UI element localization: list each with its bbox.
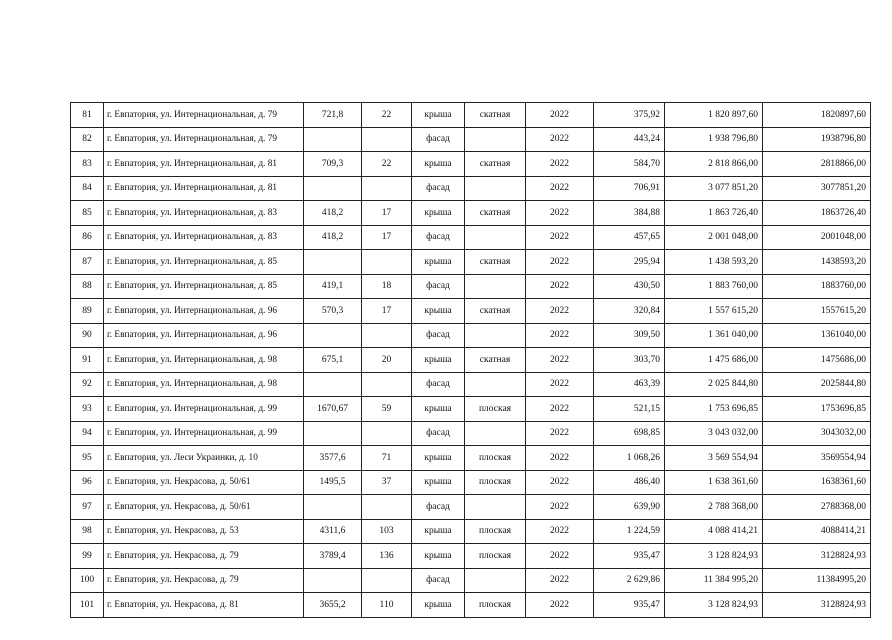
year-cell: 2022 bbox=[526, 176, 594, 201]
table-row bbox=[71, 127, 871, 152]
roof-type-cell: плоская bbox=[465, 544, 526, 569]
total-cell: 1 438 593,20 bbox=[665, 250, 763, 275]
year-cell: 2022 bbox=[526, 446, 594, 471]
roof-type-cell: скатная bbox=[465, 103, 526, 128]
quantity-cell: 18 bbox=[362, 274, 412, 299]
quantity-cell: 17 bbox=[362, 299, 412, 324]
year-cell: 2022 bbox=[526, 274, 594, 299]
table-row bbox=[71, 519, 871, 544]
unit-price-cell: 521,15 bbox=[594, 397, 665, 422]
element-cell: фасад bbox=[412, 225, 465, 250]
address-cell: г. Евпатория, ул. Интернациональная, д. 81 bbox=[104, 152, 304, 177]
year-cell: 2022 bbox=[526, 152, 594, 177]
row-number: 90 bbox=[71, 323, 104, 348]
total-cell: 11 384 995,20 bbox=[665, 568, 763, 593]
address-cell: г. Евпатория, ул. Интернациональная, д. 99 bbox=[104, 421, 304, 446]
roof-type-cell: скатная bbox=[465, 152, 526, 177]
roof-type-cell: скатная bbox=[465, 348, 526, 373]
element-cell: крыша bbox=[412, 397, 465, 422]
unit-price-cell: 486,40 bbox=[594, 470, 665, 495]
total-plain-cell: 1475686,00 bbox=[763, 348, 871, 373]
table-row bbox=[71, 348, 871, 373]
table-row bbox=[71, 568, 871, 593]
year-cell: 2022 bbox=[526, 372, 594, 397]
total-cell: 3 077 851,20 bbox=[665, 176, 763, 201]
total-plain-cell: 1438593,20 bbox=[763, 250, 871, 275]
row-number: 89 bbox=[71, 299, 104, 324]
total-cell: 1 863 726,40 bbox=[665, 201, 763, 226]
total-cell: 3 569 554,94 bbox=[665, 446, 763, 471]
unit-price-cell: 443,24 bbox=[594, 127, 665, 152]
quantity-cell: 71 bbox=[362, 446, 412, 471]
table-row bbox=[71, 103, 871, 128]
element-cell: крыша bbox=[412, 299, 465, 324]
element-cell: крыша bbox=[412, 103, 465, 128]
quantity-cell: 20 bbox=[362, 348, 412, 373]
roof-type-cell bbox=[465, 127, 526, 152]
total-cell: 1 361 040,00 bbox=[665, 323, 763, 348]
total-plain-cell: 2818866,00 bbox=[763, 152, 871, 177]
address-cell: г. Евпатория, ул. Интернациональная, д. 96 bbox=[104, 323, 304, 348]
area-cell bbox=[304, 495, 362, 520]
total-plain-cell: 11384995,20 bbox=[763, 568, 871, 593]
total-plain-cell: 1638361,60 bbox=[763, 470, 871, 495]
row-number: 84 bbox=[71, 176, 104, 201]
area-cell: 1670,67 bbox=[304, 397, 362, 422]
area-cell: 570,3 bbox=[304, 299, 362, 324]
area-cell: 3577,6 bbox=[304, 446, 362, 471]
total-plain-cell: 1863726,40 bbox=[763, 201, 871, 226]
quantity-cell: 17 bbox=[362, 225, 412, 250]
address-cell: г. Евпатория, ул. Интернациональная, д. 85 bbox=[104, 250, 304, 275]
element-cell: крыша bbox=[412, 544, 465, 569]
address-cell: г. Евпатория, ул. Интернациональная, д. 79 bbox=[104, 127, 304, 152]
total-plain-cell: 3077851,20 bbox=[763, 176, 871, 201]
total-plain-cell: 3128824,93 bbox=[763, 544, 871, 569]
total-cell: 1 638 361,60 bbox=[665, 470, 763, 495]
quantity-cell: 136 bbox=[362, 544, 412, 569]
table-row bbox=[71, 470, 871, 495]
year-cell: 2022 bbox=[526, 519, 594, 544]
roof-type-cell: скатная bbox=[465, 201, 526, 226]
unit-price-cell: 375,92 bbox=[594, 103, 665, 128]
address-cell: г. Евпатория, ул. Интернациональная, д. 79 bbox=[104, 103, 304, 128]
element-cell: крыша bbox=[412, 593, 465, 618]
total-plain-cell: 3569554,94 bbox=[763, 446, 871, 471]
unit-price-cell: 457,65 bbox=[594, 225, 665, 250]
roof-type-cell: плоская bbox=[465, 397, 526, 422]
table-row bbox=[71, 593, 871, 618]
quantity-cell: 22 bbox=[362, 103, 412, 128]
address-cell: г. Евпатория, ул. Некрасова, д. 79 bbox=[104, 568, 304, 593]
area-cell: 721,8 bbox=[304, 103, 362, 128]
address-cell: г. Евпатория, ул. Некрасова, д. 53 bbox=[104, 519, 304, 544]
address-cell: г. Евпатория, ул. Леси Украинки, д. 10 bbox=[104, 446, 304, 471]
row-number: 87 bbox=[71, 250, 104, 275]
row-number: 93 bbox=[71, 397, 104, 422]
table-row bbox=[71, 372, 871, 397]
quantity-cell bbox=[362, 127, 412, 152]
area-cell bbox=[304, 568, 362, 593]
element-cell: фасад bbox=[412, 274, 465, 299]
table-row bbox=[71, 446, 871, 471]
year-cell: 2022 bbox=[526, 348, 594, 373]
row-number: 92 bbox=[71, 372, 104, 397]
address-cell: г. Евпатория, ул. Интернациональная, д. 98 bbox=[104, 372, 304, 397]
total-cell: 1 883 760,00 bbox=[665, 274, 763, 299]
total-cell: 3 128 824,93 bbox=[665, 544, 763, 569]
roof-type-cell bbox=[465, 274, 526, 299]
year-cell: 2022 bbox=[526, 470, 594, 495]
unit-price-cell: 1 068,26 bbox=[594, 446, 665, 471]
unit-price-cell: 639,90 bbox=[594, 495, 665, 520]
table-row bbox=[71, 225, 871, 250]
roof-type-cell bbox=[465, 372, 526, 397]
year-cell: 2022 bbox=[526, 323, 594, 348]
unit-price-cell: 935,47 bbox=[594, 593, 665, 618]
roof-type-cell: плоская bbox=[465, 470, 526, 495]
row-number: 85 bbox=[71, 201, 104, 226]
element-cell: крыша bbox=[412, 519, 465, 544]
area-cell: 1495,5 bbox=[304, 470, 362, 495]
year-cell: 2022 bbox=[526, 103, 594, 128]
roof-type-cell: плоская bbox=[465, 446, 526, 471]
table-row bbox=[71, 421, 871, 446]
row-number: 81 bbox=[71, 103, 104, 128]
total-cell: 1 753 696,85 bbox=[665, 397, 763, 422]
row-number: 91 bbox=[71, 348, 104, 373]
year-cell: 2022 bbox=[526, 495, 594, 520]
area-cell: 418,2 bbox=[304, 225, 362, 250]
address-cell: г. Евпатория, ул. Некрасова, д. 79 bbox=[104, 544, 304, 569]
year-cell: 2022 bbox=[526, 250, 594, 275]
element-cell: крыша bbox=[412, 446, 465, 471]
unit-price-cell: 935,47 bbox=[594, 544, 665, 569]
table-row bbox=[71, 397, 871, 422]
total-cell: 3 128 824,93 bbox=[665, 593, 763, 618]
roof-type-cell bbox=[465, 225, 526, 250]
year-cell: 2022 bbox=[526, 593, 594, 618]
total-cell: 2 818 866,00 bbox=[665, 152, 763, 177]
year-cell: 2022 bbox=[526, 544, 594, 569]
total-plain-cell: 1820897,60 bbox=[763, 103, 871, 128]
roof-type-cell: плоская bbox=[465, 593, 526, 618]
unit-price-cell: 384,88 bbox=[594, 201, 665, 226]
quantity-cell: 17 bbox=[362, 201, 412, 226]
unit-price-cell: 303,70 bbox=[594, 348, 665, 373]
table-row bbox=[71, 495, 871, 520]
row-number: 98 bbox=[71, 519, 104, 544]
quantity-cell: 110 bbox=[362, 593, 412, 618]
table-row bbox=[71, 152, 871, 177]
unit-price-cell: 309,50 bbox=[594, 323, 665, 348]
area-cell: 418,2 bbox=[304, 201, 362, 226]
row-number: 99 bbox=[71, 544, 104, 569]
total-cell: 2 788 368,00 bbox=[665, 495, 763, 520]
total-cell: 2 001 048,00 bbox=[665, 225, 763, 250]
quantity-cell bbox=[362, 568, 412, 593]
year-cell: 2022 bbox=[526, 201, 594, 226]
area-cell bbox=[304, 421, 362, 446]
year-cell: 2022 bbox=[526, 225, 594, 250]
total-plain-cell: 4088414,21 bbox=[763, 519, 871, 544]
total-plain-cell: 3128824,93 bbox=[763, 593, 871, 618]
table-row bbox=[71, 274, 871, 299]
element-cell: крыша bbox=[412, 201, 465, 226]
element-cell: крыша bbox=[412, 348, 465, 373]
area-cell: 4311,6 bbox=[304, 519, 362, 544]
element-cell: фасад bbox=[412, 372, 465, 397]
address-cell: г. Евпатория, ул. Интернациональная, д. 83 bbox=[104, 225, 304, 250]
element-cell: фасад bbox=[412, 568, 465, 593]
area-cell bbox=[304, 372, 362, 397]
quantity-cell bbox=[362, 250, 412, 275]
row-number: 96 bbox=[71, 470, 104, 495]
roof-type-cell: скатная bbox=[465, 299, 526, 324]
unit-price-cell: 706,91 bbox=[594, 176, 665, 201]
roof-type-cell bbox=[465, 495, 526, 520]
row-number: 101 bbox=[71, 593, 104, 618]
address-cell: г. Евпатория, ул. Некрасова, д. 81 bbox=[104, 593, 304, 618]
quantity-cell bbox=[362, 495, 412, 520]
row-number: 88 bbox=[71, 274, 104, 299]
area-cell: 3655,2 bbox=[304, 593, 362, 618]
area-cell: 675,1 bbox=[304, 348, 362, 373]
roof-type-cell bbox=[465, 421, 526, 446]
table-row bbox=[71, 544, 871, 569]
quantity-cell: 59 bbox=[362, 397, 412, 422]
year-cell: 2022 bbox=[526, 421, 594, 446]
total-plain-cell: 1883760,00 bbox=[763, 274, 871, 299]
unit-price-cell: 295,94 bbox=[594, 250, 665, 275]
area-cell bbox=[304, 250, 362, 275]
element-cell: фасад bbox=[412, 127, 465, 152]
row-number: 86 bbox=[71, 225, 104, 250]
element-cell: крыша bbox=[412, 250, 465, 275]
row-number: 97 bbox=[71, 495, 104, 520]
table-row bbox=[71, 323, 871, 348]
element-cell: фасад bbox=[412, 495, 465, 520]
address-cell: г. Евпатория, ул. Интернациональная, д. 96 bbox=[104, 299, 304, 324]
table-row bbox=[71, 201, 871, 226]
roof-type-cell bbox=[465, 568, 526, 593]
roof-type-cell bbox=[465, 323, 526, 348]
unit-price-cell: 430,50 bbox=[594, 274, 665, 299]
unit-price-cell: 698,85 bbox=[594, 421, 665, 446]
total-plain-cell: 3043032,00 bbox=[763, 421, 871, 446]
unit-price-cell: 1 224,59 bbox=[594, 519, 665, 544]
total-plain-cell: 1938796,80 bbox=[763, 127, 871, 152]
roof-type-cell: скатная bbox=[465, 250, 526, 275]
row-number: 82 bbox=[71, 127, 104, 152]
year-cell: 2022 bbox=[526, 397, 594, 422]
address-cell: г. Евпатория, ул. Интернациональная, д. 98 bbox=[104, 348, 304, 373]
total-cell: 3 043 032,00 bbox=[665, 421, 763, 446]
quantity-cell: 103 bbox=[362, 519, 412, 544]
unit-price-cell: 584,70 bbox=[594, 152, 665, 177]
quantity-cell bbox=[362, 421, 412, 446]
total-cell: 1 938 796,80 bbox=[665, 127, 763, 152]
area-cell bbox=[304, 127, 362, 152]
roof-type-cell bbox=[465, 176, 526, 201]
quantity-cell: 37 bbox=[362, 470, 412, 495]
total-cell: 1 475 686,00 bbox=[665, 348, 763, 373]
address-cell: г. Евпатория, ул. Интернациональная, д. 83 bbox=[104, 201, 304, 226]
row-number: 95 bbox=[71, 446, 104, 471]
total-cell: 2 025 844,80 bbox=[665, 372, 763, 397]
total-plain-cell: 2001048,00 bbox=[763, 225, 871, 250]
quantity-cell bbox=[362, 323, 412, 348]
total-cell: 1 557 615,20 bbox=[665, 299, 763, 324]
address-cell: г. Евпатория, ул. Некрасова, д. 50/61 bbox=[104, 470, 304, 495]
element-cell: крыша bbox=[412, 152, 465, 177]
area-cell: 709,3 bbox=[304, 152, 362, 177]
address-cell: г. Евпатория, ул. Интернациональная, д. 81 bbox=[104, 176, 304, 201]
total-cell: 4 088 414,21 bbox=[665, 519, 763, 544]
total-plain-cell: 1557615,20 bbox=[763, 299, 871, 324]
roof-type-cell: плоская bbox=[465, 519, 526, 544]
works-table bbox=[70, 102, 871, 618]
area-cell bbox=[304, 323, 362, 348]
total-plain-cell: 1753696,85 bbox=[763, 397, 871, 422]
row-number: 83 bbox=[71, 152, 104, 177]
total-plain-cell: 1361040,00 bbox=[763, 323, 871, 348]
element-cell: фасад bbox=[412, 323, 465, 348]
area-cell: 419,1 bbox=[304, 274, 362, 299]
address-cell: г. Евпатория, ул. Интернациональная, д. 99 bbox=[104, 397, 304, 422]
table-body bbox=[71, 103, 871, 618]
unit-price-cell: 320,84 bbox=[594, 299, 665, 324]
element-cell: фасад bbox=[412, 421, 465, 446]
table-row bbox=[71, 250, 871, 275]
address-cell: г. Евпатория, ул. Некрасова, д. 50/61 bbox=[104, 495, 304, 520]
table-row bbox=[71, 299, 871, 324]
total-cell: 1 820 897,60 bbox=[665, 103, 763, 128]
unit-price-cell: 2 629,86 bbox=[594, 568, 665, 593]
quantity-cell bbox=[362, 372, 412, 397]
year-cell: 2022 bbox=[526, 127, 594, 152]
table-row bbox=[71, 176, 871, 201]
total-plain-cell: 2788368,00 bbox=[763, 495, 871, 520]
area-cell bbox=[304, 176, 362, 201]
year-cell: 2022 bbox=[526, 568, 594, 593]
row-number: 100 bbox=[71, 568, 104, 593]
address-cell: г. Евпатория, ул. Интернациональная, д. 85 bbox=[104, 274, 304, 299]
element-cell: крыша bbox=[412, 470, 465, 495]
total-plain-cell: 2025844,80 bbox=[763, 372, 871, 397]
area-cell: 3789,4 bbox=[304, 544, 362, 569]
row-number: 94 bbox=[71, 421, 104, 446]
element-cell: фасад bbox=[412, 176, 465, 201]
unit-price-cell: 463,39 bbox=[594, 372, 665, 397]
quantity-cell: 22 bbox=[362, 152, 412, 177]
quantity-cell bbox=[362, 176, 412, 201]
year-cell: 2022 bbox=[526, 299, 594, 324]
